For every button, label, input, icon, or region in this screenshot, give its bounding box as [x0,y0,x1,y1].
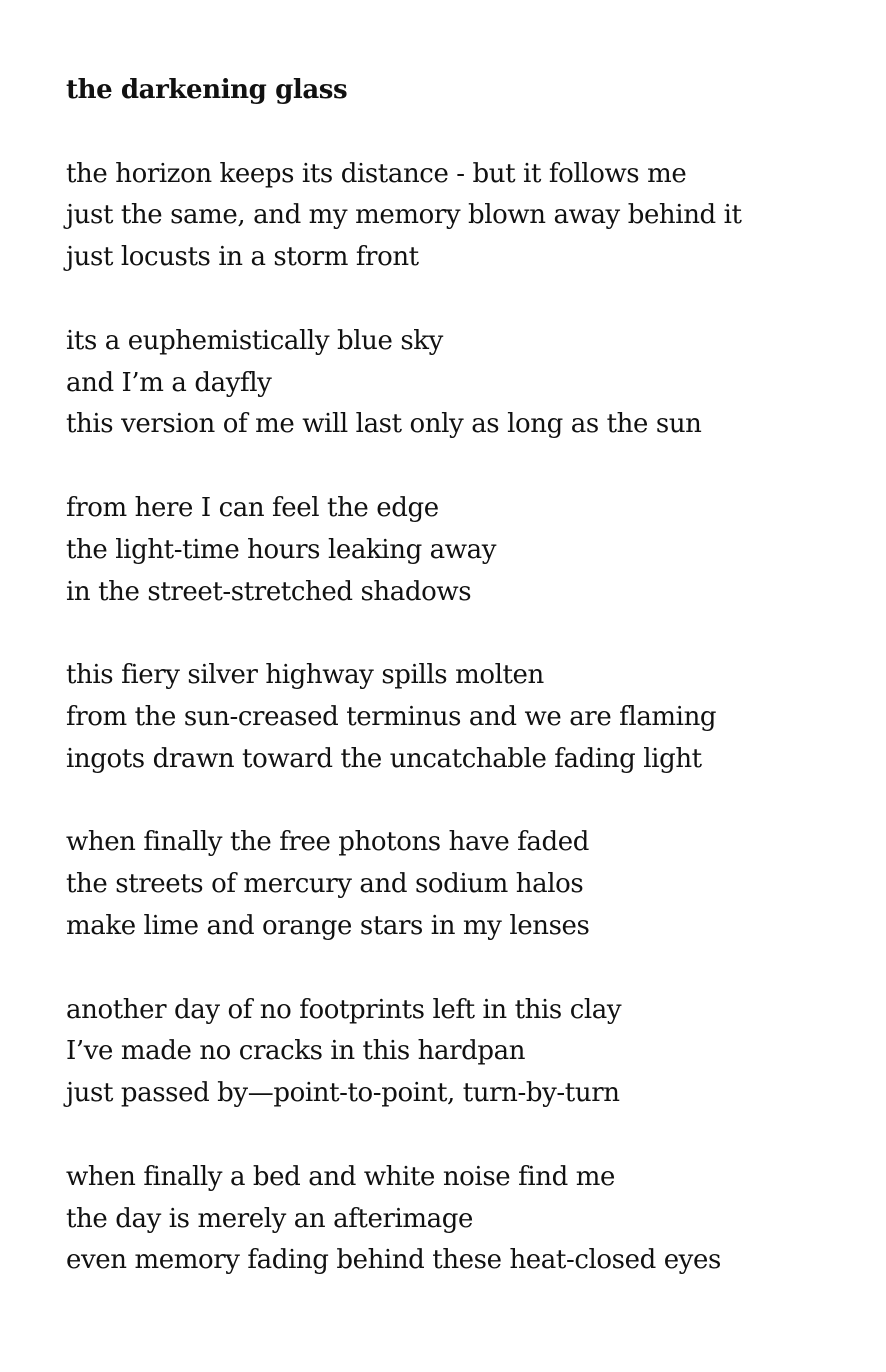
poem-line: just passed by—point-to-point, turn-by-turn [66,1078,620,1109]
stanza-5 [66,822,866,947]
poem-line: and I’m a dayfly [66,367,272,398]
poem-line: from here I can feel the edge [66,492,439,523]
stanza-2 [66,321,866,446]
poem [66,70,866,1282]
poem-line: just the same, and my memory blown away behind it [66,200,742,231]
stanza-4 [66,655,866,780]
poem-line: in the street-stretched shadows [66,576,472,607]
poem-line: when finally a bed and white noise find me [66,1161,615,1192]
poem-line: even memory fading behind these heat-closed eyes [66,1245,721,1276]
poem-line: this fiery silver highway spills molten [66,660,544,691]
poem-line: just locusts in a storm front [66,242,419,273]
poem-line: the light-time hours leaking away [66,534,497,565]
poem-line: another day of no footprints left in this clay [66,994,622,1025]
stanza-1 [66,154,866,279]
stanza-7 [66,1157,866,1282]
poem-line: the horizon keeps its distance - but it follows me [66,158,687,189]
poem-line: its a euphemistically blue sky [66,325,443,356]
poem-line: this version of me will last only as long as the sun [66,409,702,440]
poem-line: from the sun-creased terminus and we are flaming [66,701,717,732]
stanza-3 [66,488,866,613]
stanza-6 [66,990,866,1115]
poem-line: the day is merely an afterimage [66,1203,473,1234]
poem-line: I’ve made no cracks in this hardpan [66,1036,526,1067]
poem-line: ingots drawn toward the uncatchable fading light [66,743,702,774]
poem-line: when finally the free photons have faded [66,827,589,858]
poem-line: the streets of mercury and sodium halos [66,869,584,900]
poem-line: make lime and orange stars in my lenses [66,910,590,941]
poem-title: the darkening glass [66,75,348,105]
